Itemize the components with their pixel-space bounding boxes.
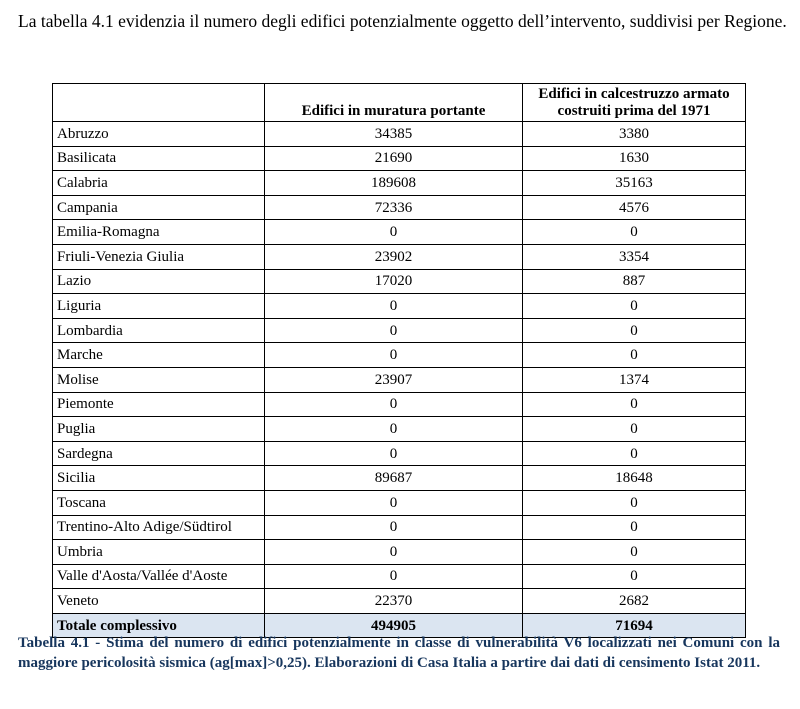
header-concrete-buildings: Edifici in calcestruzzo armato costruiti prima del 1971 (523, 84, 746, 122)
region-cell: Valle d'Aosta/Vallée d'Aoste (53, 564, 265, 589)
masonry-count-cell: 0 (265, 490, 523, 515)
concrete-count-cell: 4576 (523, 195, 746, 220)
concrete-count-cell: 35163 (523, 171, 746, 196)
table-row (53, 441, 746, 466)
table-body (53, 122, 746, 638)
concrete-count-cell: 2682 (523, 589, 746, 614)
total-concrete-cell: 71694 (523, 613, 746, 638)
masonry-count-cell: 17020 (265, 269, 523, 294)
masonry-count-cell: 189608 (265, 171, 523, 196)
masonry-count-cell: 0 (265, 318, 523, 343)
total-masonry-cell: 494905 (265, 613, 523, 638)
table-row (53, 343, 746, 368)
table-row (53, 490, 746, 515)
table-row (53, 367, 746, 392)
masonry-count-cell: 21690 (265, 146, 523, 171)
region-cell: Abruzzo (53, 122, 265, 147)
masonry-count-cell: 0 (265, 441, 523, 466)
concrete-count-cell: 1630 (523, 146, 746, 171)
table-row (53, 195, 746, 220)
masonry-count-cell: 0 (265, 417, 523, 442)
region-cell: Liguria (53, 294, 265, 319)
concrete-count-cell: 887 (523, 269, 746, 294)
table-row (53, 294, 746, 319)
concrete-count-cell: 0 (523, 294, 746, 319)
concrete-count-cell: 0 (523, 490, 746, 515)
concrete-count-cell: 0 (523, 392, 746, 417)
masonry-count-cell: 0 (265, 540, 523, 565)
table-row (53, 515, 746, 540)
region-cell: Piemonte (53, 392, 265, 417)
table-row (53, 318, 746, 343)
masonry-count-cell: 0 (265, 392, 523, 417)
table-caption: Tabella 4.1 - Stima del numero di edifici potenzialmente in classe di vulnerabilità V6 localizzati nei Comuni con la maggiore pericolosità sismica (ag[max]>0,25). Elaborazioni di Casa Italia a partire dai dati di censimento Istat 2011. (18, 635, 780, 671)
region-cell: Trentino-Alto Adige/Südtirol (53, 515, 265, 540)
region-cell: Molise (53, 367, 265, 392)
table-row (53, 466, 746, 491)
region-cell: Calabria (53, 171, 265, 196)
table-row (53, 122, 746, 147)
region-cell: Sicilia (53, 466, 265, 491)
region-cell: Puglia (53, 417, 265, 442)
table-row (53, 171, 746, 196)
intro-paragraph: La tabella 4.1 evidenzia il numero degli edifici potenzialmente oggetto dell’intervento, suddivisi per Regione. (18, 11, 787, 31)
region-cell: Lombardia (53, 318, 265, 343)
masonry-count-cell: 0 (265, 220, 523, 245)
region-cell: Basilicata (53, 146, 265, 171)
masonry-count-cell: 23907 (265, 367, 523, 392)
table-header-row (53, 84, 746, 122)
region-cell: Umbria (53, 540, 265, 565)
header-region (53, 84, 265, 122)
region-cell: Emilia-Romagna (53, 220, 265, 245)
region-cell: Veneto (53, 589, 265, 614)
concrete-count-cell: 0 (523, 343, 746, 368)
table-row (53, 392, 746, 417)
masonry-count-cell: 34385 (265, 122, 523, 147)
table-row (53, 244, 746, 269)
region-cell: Sardegna (53, 441, 265, 466)
concrete-count-cell: 0 (523, 318, 746, 343)
header-masonry-buildings: Edifici in muratura portante (265, 84, 523, 122)
total-label-cell: Totale complessivo (53, 613, 265, 638)
masonry-count-cell: 0 (265, 515, 523, 540)
table-row (53, 564, 746, 589)
masonry-count-cell: 0 (265, 564, 523, 589)
masonry-count-cell: 22370 (265, 589, 523, 614)
masonry-count-cell: 0 (265, 294, 523, 319)
masonry-count-cell: 0 (265, 343, 523, 368)
concrete-count-cell: 3354 (523, 244, 746, 269)
concrete-count-cell: 0 (523, 441, 746, 466)
table-row (53, 146, 746, 171)
buildings-by-region-table (52, 83, 746, 638)
masonry-count-cell: 23902 (265, 244, 523, 269)
region-cell: Toscana (53, 490, 265, 515)
concrete-count-cell: 1374 (523, 367, 746, 392)
concrete-count-cell: 3380 (523, 122, 746, 147)
region-cell: Lazio (53, 269, 265, 294)
table-row (53, 417, 746, 442)
masonry-count-cell: 89687 (265, 466, 523, 491)
concrete-count-cell: 0 (523, 564, 746, 589)
table-row (53, 269, 746, 294)
concrete-count-cell: 0 (523, 220, 746, 245)
region-cell: Campania (53, 195, 265, 220)
concrete-count-cell: 0 (523, 417, 746, 442)
region-cell: Marche (53, 343, 265, 368)
table-row (53, 540, 746, 565)
region-cell: Friuli-Venezia Giulia (53, 244, 265, 269)
concrete-count-cell: 0 (523, 515, 746, 540)
table-row (53, 589, 746, 614)
concrete-count-cell: 18648 (523, 466, 746, 491)
table-row (53, 220, 746, 245)
masonry-count-cell: 72336 (265, 195, 523, 220)
concrete-count-cell: 0 (523, 540, 746, 565)
